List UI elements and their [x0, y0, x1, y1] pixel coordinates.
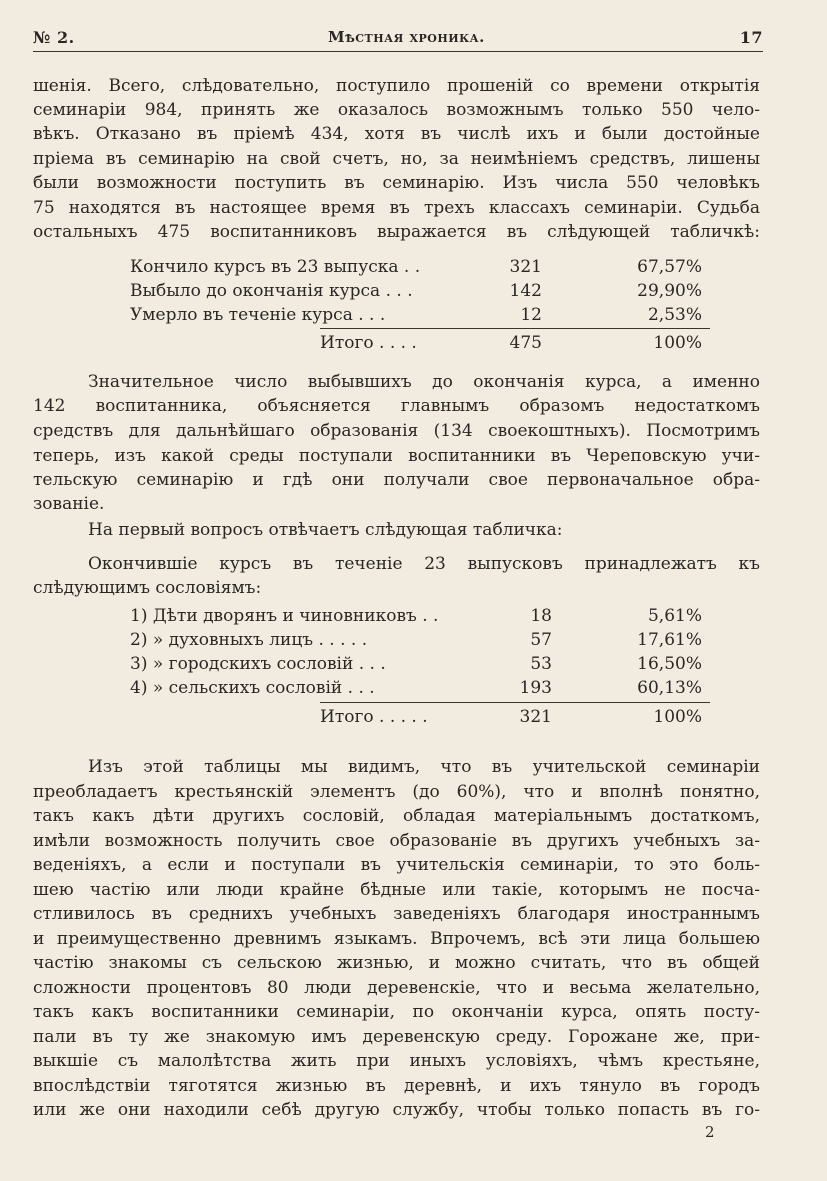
text-line: такъ какъ воспитанники семинаріи, по окончаніи курса, опять посту- [33, 1002, 760, 1022]
text-line: преобладаетъ крестьянскій элементъ (до 60%), что и вполнѣ понятно, [33, 782, 760, 802]
total-rule [320, 328, 710, 329]
text-line: такъ какъ дѣти другихъ сословій, обладая матеріальнымъ достаткомъ, [33, 806, 760, 826]
text-line: зованіе. [33, 494, 105, 514]
outcome-table [130, 256, 710, 356]
total-count: 321 [519, 707, 552, 727]
table-row [130, 653, 710, 675]
total-percent: 100% [653, 707, 702, 727]
text-line: сложности процентовъ 80 люди деревенскіе, что и весьма желательно, [33, 978, 760, 998]
row-percent: 17,61% [637, 630, 702, 650]
signature-mark: 2 [705, 1123, 715, 1141]
table-row [130, 629, 710, 651]
total-percent: 100% [653, 333, 702, 353]
row-count: 53 [530, 654, 552, 674]
text-line: Изъ этой таблицы мы видимъ, что въ учительской семинаріи [88, 757, 760, 777]
total-label: Итого . . . . . [320, 707, 428, 727]
text-line: шенія. Всего, слѣдовательно, поступило прошеній со времени открытія [33, 76, 760, 96]
header-rule [33, 51, 763, 52]
text-line: Окончившіе курсъ въ теченіе 23 выпусковъ принадлежатъ къ [88, 554, 760, 574]
text-line: слѣдующимъ сословіямъ: [33, 578, 262, 598]
section-title: Мѣстная хроника. [328, 28, 485, 46]
row-label: 2) » духовныхъ лицъ . . . . . [130, 630, 368, 650]
text-line: и преимущественно древнимъ языкамъ. Впрочемъ, всѣ эти лица большею [33, 929, 760, 949]
row-label: Кончило курсъ въ 23 выпуска . . [130, 257, 421, 277]
text-line: 142 воспитанника, объясняется главнымъ образомъ недостаткомъ [33, 396, 760, 416]
text-line: тельскую семинарію и гдѣ они получали свое первоначальное обра- [33, 470, 760, 490]
table-row [130, 304, 710, 326]
row-count: 193 [519, 678, 552, 698]
table-row [130, 605, 710, 627]
row-label: Выбыло до окончанія курса . . . [130, 281, 413, 301]
text-line: 75 находятся въ настоящее время въ трехъ классахъ семинаріи. Судьба [33, 198, 760, 218]
row-label: 1) Дѣти дворянъ и чиновниковъ . . [130, 606, 439, 626]
estate-table [130, 605, 710, 730]
table-row [130, 280, 710, 302]
text-line: шею частію или люди крайне бѣдные или такіе, которымъ не посча- [33, 880, 760, 900]
text-line: пали въ ту же знакомую имъ деревенскую среду. Горожане же, при- [33, 1027, 760, 1047]
table-total-row [130, 332, 710, 354]
text-line: веденіяхъ, а если и поступали въ учительскія семинаріи, то это боль- [33, 855, 760, 875]
row-label: Умерло въ теченіе курса . . . [130, 305, 386, 325]
row-percent: 2,53% [647, 305, 702, 325]
text-line: были возможности поступить въ семинарію. Изъ числа 550 человѣкъ [33, 173, 760, 193]
text-line: частію знакомы съ сельскою жизнью, и можно считать, что въ общей [33, 953, 760, 973]
text-line: пріема въ семинарію на свой счетъ, но, за неимѣніемъ средствъ, лишены [33, 149, 760, 169]
table-row [130, 677, 710, 699]
table-total-row [130, 706, 710, 728]
row-count: 57 [530, 630, 552, 650]
text-line: средствъ для дальнѣйшаго образованія (134 своекоштныхъ). Посмотримъ [33, 421, 760, 441]
row-percent: 29,90% [637, 281, 702, 301]
text-line: семинаріи 984, принять же оказалось возможнымъ только 550 чело- [33, 100, 760, 120]
text-line: вѣкъ. Отказано въ пріемѣ 434, хотя въ числѣ ихъ и были достойные [33, 124, 760, 144]
row-label: 3) » городскихъ сословій . . . [130, 654, 386, 674]
text-line: теперь, изъ какой среды поступали воспитанники въ Череповскую учи- [33, 446, 760, 466]
row-count: 18 [530, 606, 552, 626]
row-count: 12 [520, 305, 542, 325]
total-count: 475 [509, 333, 542, 353]
text-line: или же они находили себѣ другую службу, чтобы только попасть въ го- [33, 1100, 760, 1120]
row-percent: 67,57% [637, 257, 702, 277]
row-percent: 16,50% [637, 654, 702, 674]
row-percent: 60,13% [637, 678, 702, 698]
page-number: 17 [739, 28, 763, 47]
table-row [130, 256, 710, 278]
text-line: остальныхъ 475 воспитанниковъ выражается въ слѣдующей табличкѣ: [33, 222, 760, 242]
text-line: впослѣдствіи тяготятся жизнью въ деревнѣ, и ихъ тянуло въ городъ [33, 1076, 760, 1096]
row-count: 142 [509, 281, 542, 301]
row-label: 4) » сельскихъ сословій . . . [130, 678, 375, 698]
total-label: Итого . . . . [320, 333, 417, 353]
text-line: На первый вопросъ отвѣчаетъ слѣдующая табличка: [88, 520, 563, 540]
text-line: имѣли возможность получить свое образованіе въ другихъ учебныхъ за- [33, 831, 760, 851]
text-line: выкшіе съ малолѣтства жить при иныхъ условіяхъ, чѣмъ крестьяне, [33, 1051, 760, 1071]
row-percent: 5,61% [647, 606, 702, 626]
total-rule [320, 702, 710, 703]
text-line: стливилось въ среднихъ учебныхъ заведеніяхъ благодаря иностраннымъ [33, 904, 760, 924]
row-count: 321 [509, 257, 542, 277]
text-line: Значительное число выбывшихъ до окончанія курса, а именно [88, 372, 760, 392]
issue-number: № 2. [33, 28, 75, 47]
running-header [33, 28, 763, 52]
